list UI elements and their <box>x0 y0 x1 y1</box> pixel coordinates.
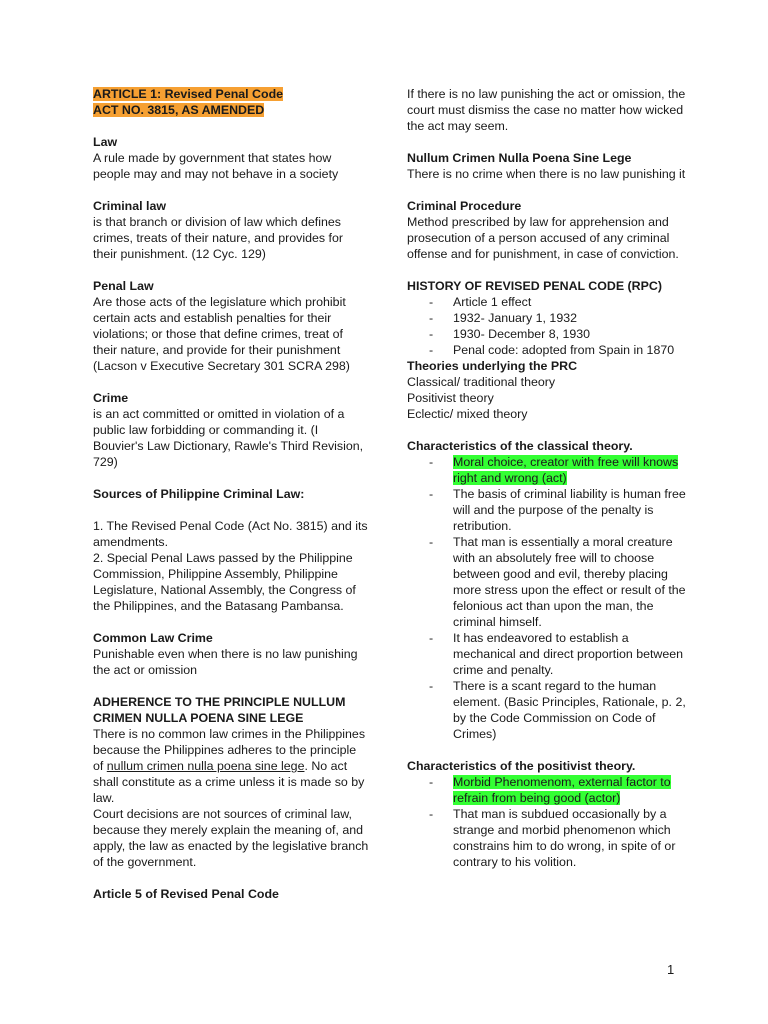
law-heading: Law <box>93 135 118 149</box>
court-decisions-text: Court decisions are not sources of criminal law, because they merely explain the meaning of, and apply, the law as enacted by the legislative branch of the government. <box>93 807 369 869</box>
adherence-text <box>93 726 369 806</box>
theory-positivist: Positivist theory <box>407 391 494 405</box>
nullum-heading: Nullum Crimen Nulla Poena Sine Lege <box>407 151 632 165</box>
left-column <box>93 86 369 902</box>
common-law-crime-heading: Common Law Crime <box>93 631 213 645</box>
page-number: 1 <box>667 962 675 977</box>
criminal-procedure-heading: Criminal Procedure <box>407 199 522 213</box>
article-title-line1: ARTICLE 1: Revised Penal Code <box>93 87 284 101</box>
article-title <box>93 86 369 102</box>
history-list <box>407 294 687 358</box>
list-item: - That man is subdued occasionally by a strange and morbid phenomenon which constrains him to do wrong, in spite of or contrary to his volition. <box>429 807 676 869</box>
theory-eclectic: Eclectic/ mixed theory <box>407 407 528 421</box>
nullum-definition: There is no crime when there is no law punishing it <box>407 167 686 181</box>
positivist-list <box>407 774 687 870</box>
classical-list <box>407 454 687 742</box>
adherence-text-part1: There is no common law crimes in the Philippines because the Philippines adheres to the principle of <box>93 727 366 773</box>
list-item: - 1932- January 1, 1932 <box>429 311 577 325</box>
positivist-heading: Characteristics of the positivist theory. <box>407 759 636 773</box>
sources-heading: Sources of Philippine Criminal Law: <box>93 487 305 501</box>
adherence-text-part2: . No act shall constitute as a crime unless it is made so by law. <box>93 759 365 805</box>
list-item: - Article 1 effect <box>429 295 532 309</box>
list-item: - 1930- December 8, 1930 <box>429 327 591 341</box>
criminal-law-definition: is that branch or division of law which defines crimes, treats of their nature, and provides for their punishment. (12 Cyc. 129) <box>93 215 343 261</box>
classical-heading: Characteristics of the classical theory. <box>407 439 633 453</box>
penal-law-heading: Penal Law <box>93 279 154 293</box>
article-title-line2: ACT NO. 3815, AS AMENDED <box>93 103 265 117</box>
list-item: - There is a scant regard to the human element. (Basic Principles, Rationale, p. 2, by the Code Commission on Code of Crimes) <box>429 679 686 741</box>
common-law-crime-definition: Punishable even when there is no law punishing the act or omission <box>93 647 358 677</box>
adherence-heading: ADHERENCE TO THE PRINCIPLE NULLUM CRIMEN NULLA POENA SINE LEGE <box>93 695 346 725</box>
criminal-law-heading: Criminal law <box>93 199 166 213</box>
source-item-2: 2. Special Penal Laws passed by the Philippine Commission, Philippine Assembly, Philippine Legislature, National Assembly, the Congress of the Philippines, and the Batasang Pambansa. <box>93 551 356 613</box>
list-item: - Moral choice, creator with free will knows right and wrong (act) <box>429 455 679 485</box>
crime-definition: is an act committed or omitted in violation of a public law forbidding or commanding it. (I Bouvier's Law Dictionary, Rawle's Third Revision, 729) <box>93 407 364 469</box>
law-definition: A rule made by government that states how people may and may not behave in a society <box>93 151 339 181</box>
criminal-procedure-definition: Method prescribed by law for apprehension and prosecution of a person accused of any criminal offense and for punishment, in case of conviction. <box>407 215 679 261</box>
list-item: - Penal code: adopted from Spain in 1870 <box>429 343 675 357</box>
crime-heading: Crime <box>93 391 129 405</box>
history-heading: HISTORY OF REVISED PENAL CODE (RPC) <box>407 279 662 293</box>
no-law-intro: If there is no law punishing the act or omission, the court must dismiss the case no matter how wicked the act may seem. <box>407 87 686 133</box>
source-item-1: 1. The Revised Penal Code (Act No. 3815) and its amendments. <box>93 519 368 549</box>
list-item: - Morbid Phenomenom, external factor to refrain from being good (actor) <box>429 775 671 805</box>
list-item: - It has endeavored to establish a mechanical and direct proportion between crime and penalty. <box>429 631 684 677</box>
list-item: - The basis of criminal liability is human free will and the purpose of the penalty is retribution. <box>429 487 686 533</box>
list-item: - That man is essentially a moral creature with an absolutely free will to choose between good and evil, thereby placing more stress upon the effect or result of the felonious act than upon the man, the criminal himself. <box>429 535 686 629</box>
theory-classical: Classical/ traditional theory <box>407 375 556 389</box>
nullum-crimen-underlined: nullum crimen nulla poena sine lege <box>106 759 305 773</box>
right-column <box>407 86 687 870</box>
penal-law-definition: Are those acts of the legislature which prohibit certain acts and establish penalties for their violations; or those that define crimes, treat of their nature, and provide for their punishment (Lacson v Executive Secretary 301 SCRA 298) <box>93 295 350 373</box>
theories-heading: Theories underlying the PRC <box>407 359 578 373</box>
article5-heading: Article 5 of Revised Penal Code <box>93 887 279 901</box>
